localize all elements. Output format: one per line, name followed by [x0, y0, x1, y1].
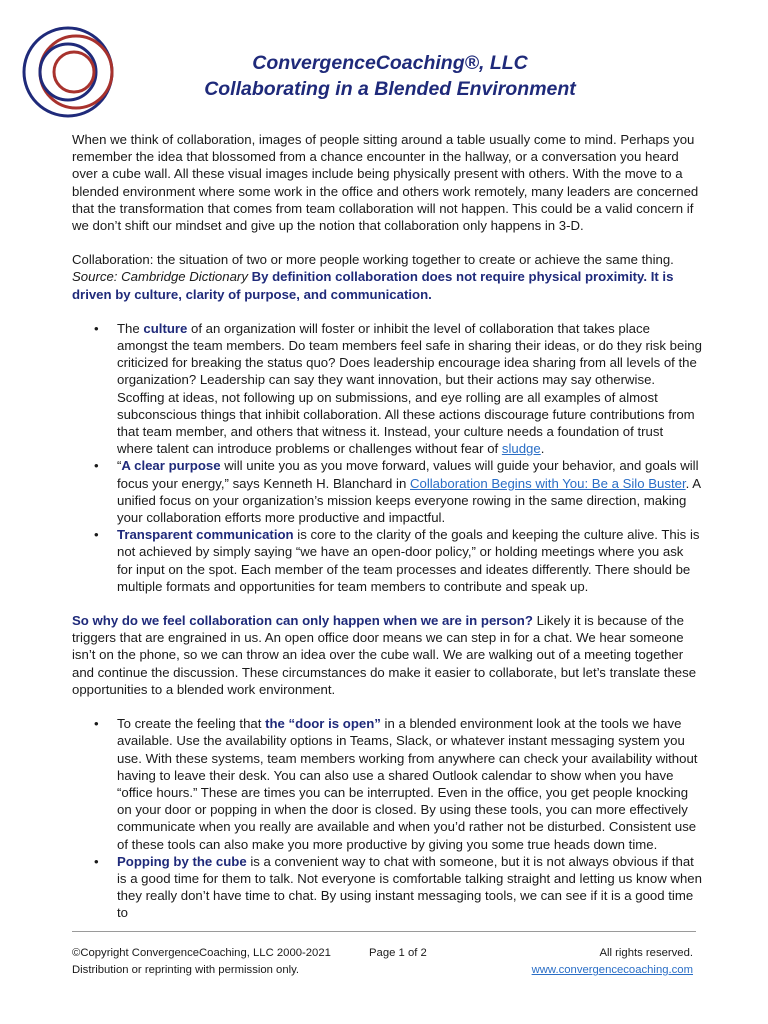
- highlight-culture: culture: [143, 320, 188, 336]
- document-header: [170, 50, 610, 102]
- silo-buster-link[interactable]: Collaboration Begins with You: Be a Silo Buster: [409, 475, 686, 491]
- highlight-cube: Popping by the cube: [117, 853, 247, 869]
- copyright-text: ©Copyright ConvergenceCoaching, LLC 2000-2021: [72, 947, 331, 959]
- document-body: [72, 131, 702, 939]
- list-item-communication: • Transparent communication is core to the clarity of the goals and keeping the culture alive. This is not achieved by simply saying “we have an open-door policy,” or holding meetings where you ask for input on the spot. Each member of the team processes and ideates differently. There should be multiple formats and opportunities for team members to contribute and speak up.: [94, 527, 700, 594]
- company-name: ConvergenceCoaching®, LLC: [252, 52, 528, 74]
- definition-paragraph: [72, 251, 702, 303]
- tactics-list: [94, 715, 702, 921]
- bullet: •: [94, 527, 99, 543]
- highlight-door-open: the “door is open”: [265, 716, 381, 732]
- footer-right: [532, 945, 693, 979]
- sludge-link[interactable]: sludge: [501, 441, 541, 457]
- highlight-communication: Transparent communication: [117, 527, 294, 543]
- distribution-text: Distribution or reprinting with permission only.: [72, 964, 300, 976]
- definition-bold: By definition collaboration does not require physical proximity. It is driven by culture, clarity of purpose, and communication.: [72, 269, 674, 302]
- document-title: Collaborating in a Blended Environment: [204, 78, 576, 100]
- list-item-culture: • The culture of an organization will foster or inhibit the level of collaboration that takes place amongst the team members. Do team members feel safe in sharing their ideas, or do they risk being criticized for breaking the status quo? Does leadership encourage idea sharing from all levels of the organization? Leadership can say they want innovation, but their actions may say otherwise. Scoffing at ideas, not following up on submissions, and eye rolling are all examples of almost subconscious things that inhibit collaboration. All these actions discourage future contributions from that team member, and others that witness it. Instead, your culture needs a foundation of trust where talent can introduce problems or challenges without fear of sludge.: [94, 320, 702, 457]
- list-item-purpose: • “A clear purpose will unite you as you move forward, values will guide your behavior, and goals will focus your energy,” says Kenneth H. Blanchard in Collaboration Begins with You: Be a Silo Buster. A unified focus on your organization’s mission keeps everyone rowing in the same direction, making your collaboration efforts more productive and impactful.: [94, 458, 701, 526]
- bullet: •: [94, 853, 99, 869]
- in-person-question: So why do we feel collaboration can only happen when we are in person?: [72, 613, 533, 629]
- definition-text: Collaboration: the situation of two or more people working together to create or achieve the same thing.: [72, 252, 674, 268]
- footer-left: [72, 945, 331, 979]
- bullet: •: [94, 320, 99, 336]
- footer-divider: [72, 931, 696, 932]
- website-link[interactable]: www.convergencecoaching.com: [531, 964, 693, 976]
- definition-source: Source: Cambridge Dictionary: [72, 269, 248, 285]
- in-person-paragraph: So why do we feel collaboration can only happen when we are in person? Likely it is because of the triggers that are engrained in us. An open office door means we can step in for a chat. We hear someone isn’t on the phone, so we can throw an idea over the cube wall. We are walking out of a meeting together and continue the discussion. These circumstances do make it easier to collaborate, but let’s translate these opportunities to a blended work environment.: [72, 613, 697, 697]
- list-item-cube: • Popping by the cube is a convenient way to chat with someone, but it is not always obvious if that is a good time for them to talk. Not everyone is comfortable talking straight and letting us know when they really don’t have time to chat. By using instant messaging tools, we can see if it is a good time to: [94, 853, 702, 921]
- pillars-list: [94, 320, 702, 595]
- company-logo: [22, 22, 122, 122]
- list-item-door-open: • To create the feeling that the “door is open” in a blended environment look at the tools we have available. Use the availability options in Teams, Slack, or whatever instant messaging system you use. With these systems, team members working from anywhere can check your availability without having to leave their desk. You can also use a shared Outlook calendar to show when you have “office hours.” These are times you can be interrupted. Even in the office, you get people knocking on your door or popping in when the door is closed. By using these tools, you can more effectively communicate when you really are available and when you’d rather not be disturbed. Consistent use of these tools can also make you more productive by giving you some true heads down time.: [94, 716, 698, 852]
- rights-text: All rights reserved.: [599, 947, 693, 959]
- highlight-purpose: A clear purpose: [121, 458, 221, 474]
- intro-paragraph: When we think of collaboration, images of people sitting around a table usually come to mind. Perhaps you remember the idea that blossomed from a chance encounter in the hallway, or a conversation you heard over a cube wall. All these visual images include being physically present with others. With the move to a blended environment where some work in the office and others work remotely, many leaders are concerned that the transformation that comes from team collaboration will not happen. This could be a valid concern if we don’t shift our mindset and give up the notion that collaboration only happens in 3-D.: [72, 132, 699, 234]
- bullet: •: [94, 458, 99, 474]
- page-number: Page 1 of 2: [369, 947, 427, 959]
- bullet: •: [94, 716, 99, 732]
